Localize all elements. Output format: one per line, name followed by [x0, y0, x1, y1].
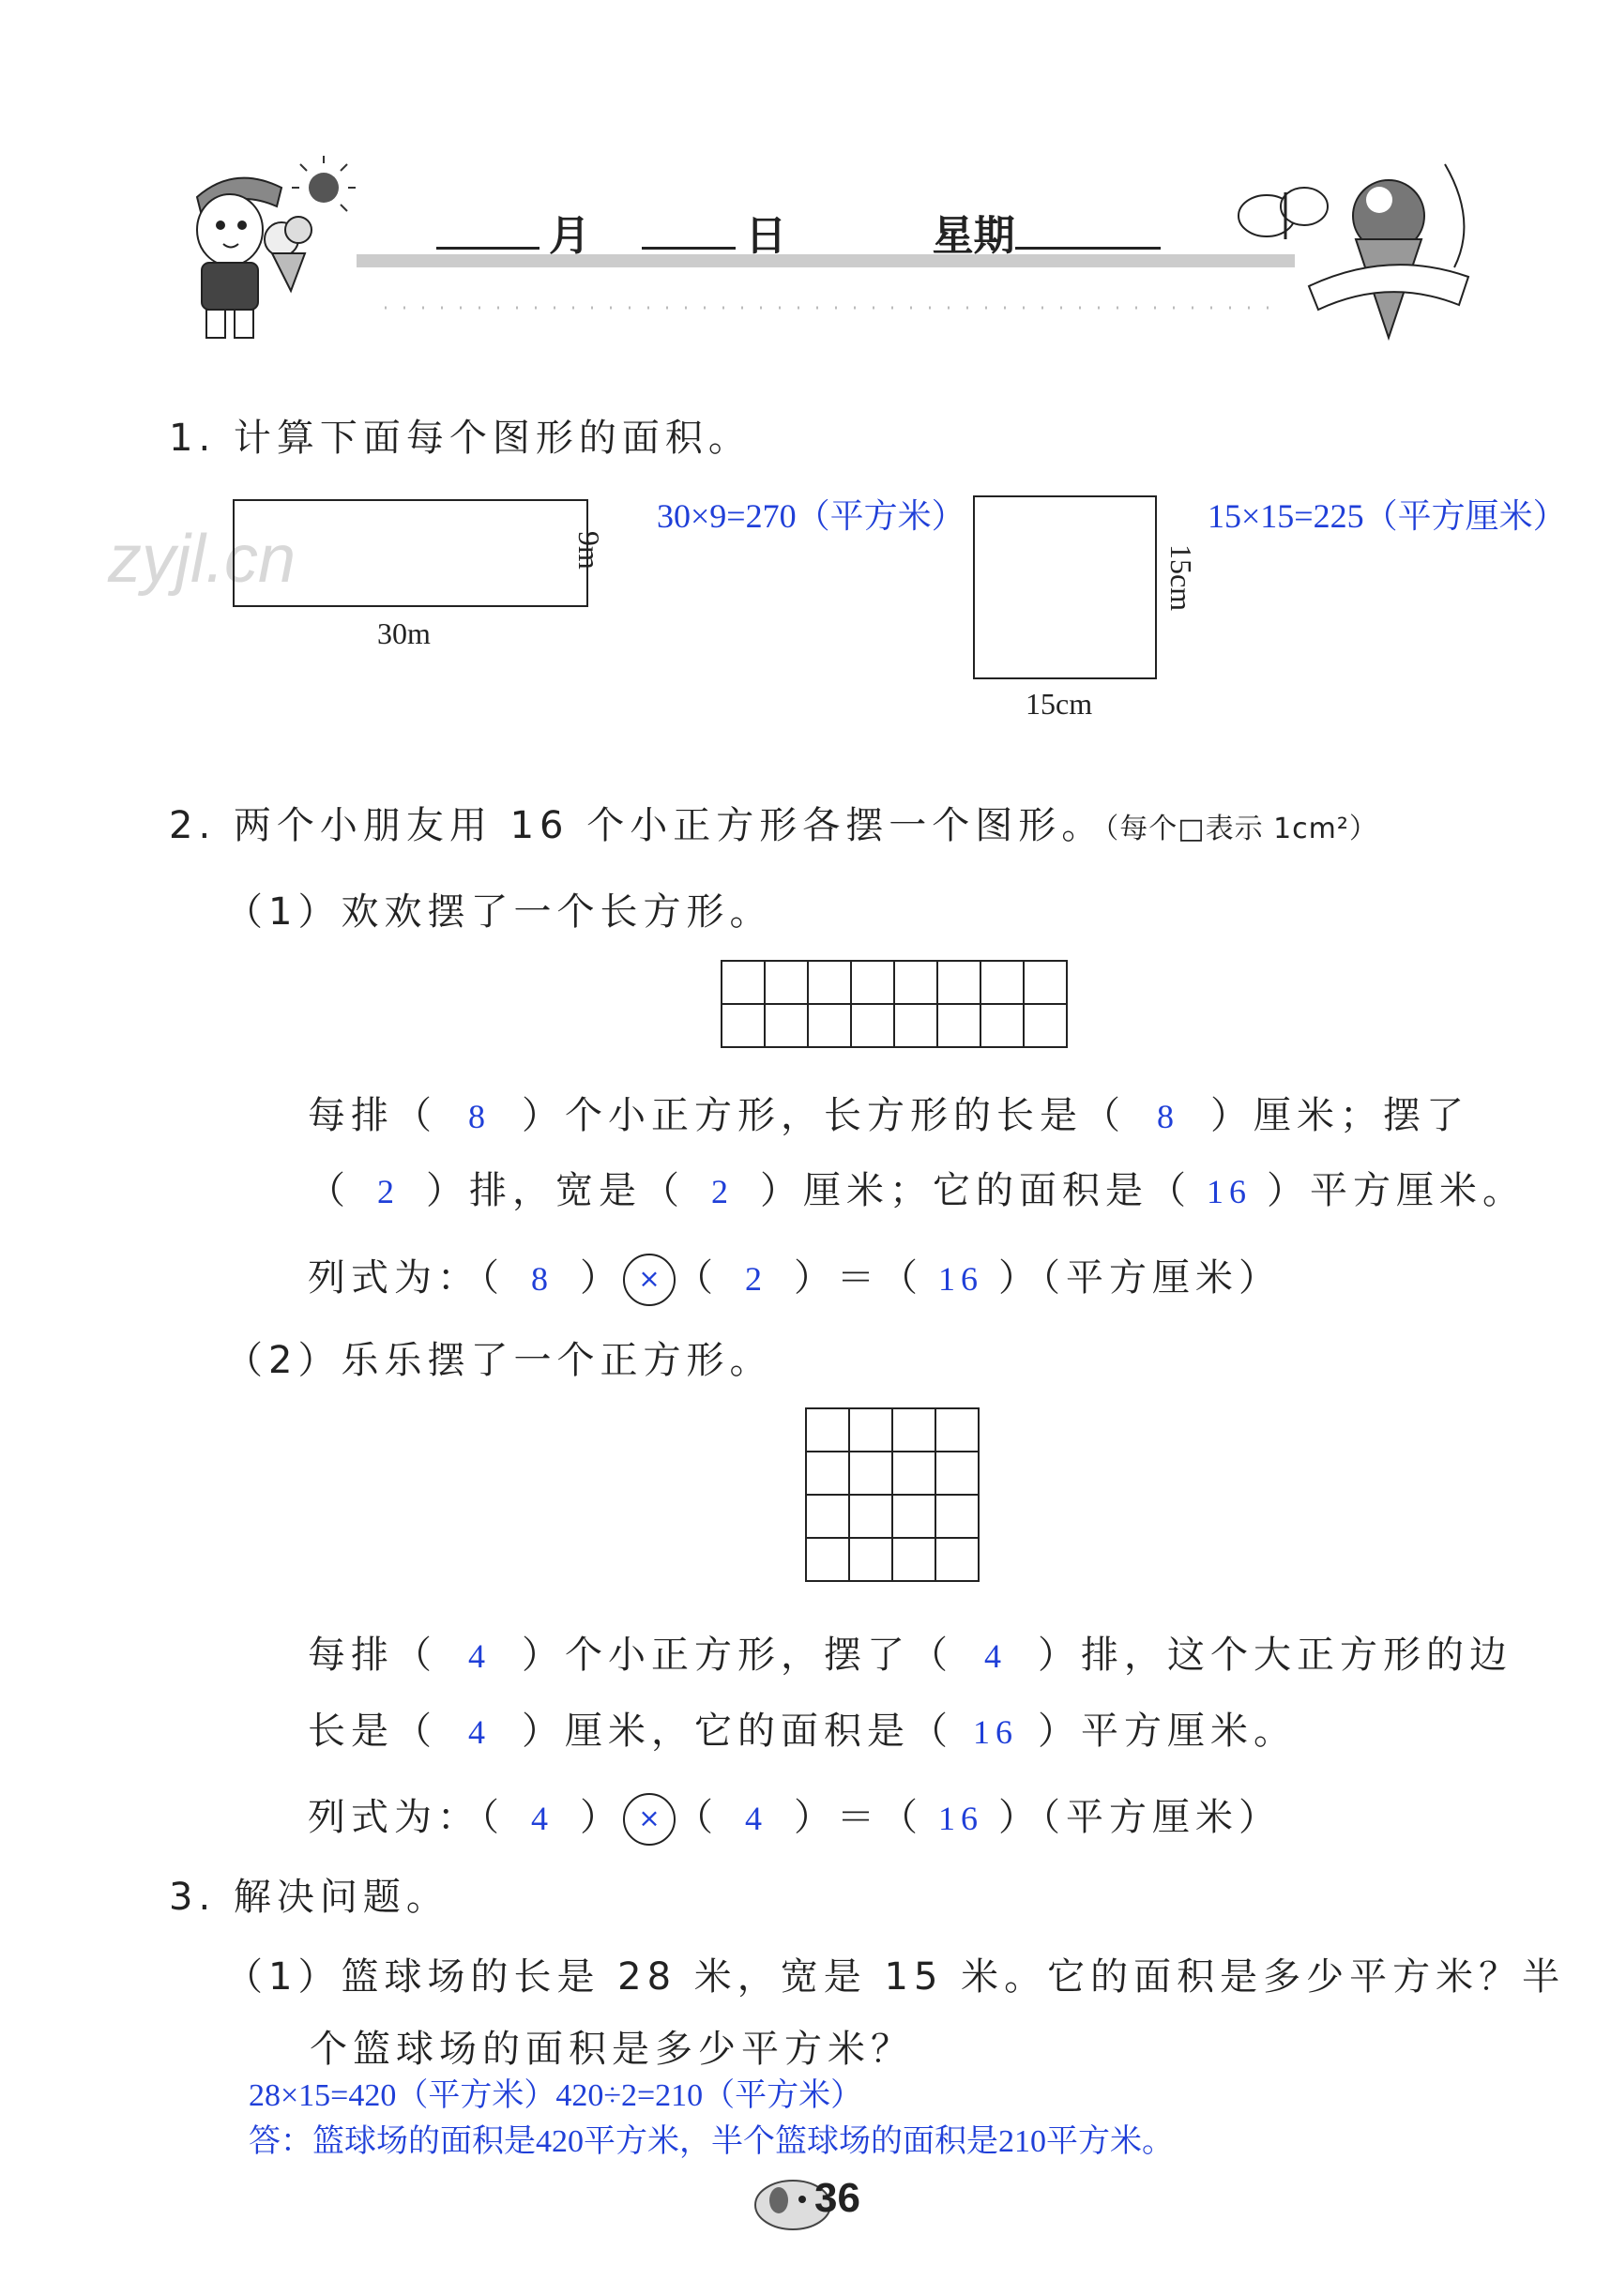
grid-cell	[935, 1408, 979, 1452]
grid-cell	[849, 1408, 892, 1452]
grid-cell	[806, 1495, 849, 1538]
rect-height-label: 9m	[572, 531, 606, 570]
square-figure	[973, 495, 1157, 679]
butterfly-ice-cream-illustration	[1229, 164, 1473, 342]
grid-cell	[892, 1452, 935, 1495]
rectangle-figure	[233, 499, 588, 607]
q2-p2-heading: （2）乐乐摆了一个正方形。	[225, 1339, 773, 1382]
q2-p1-formula: 列式为：（ 8 ） × （ 2 ）＝（ 16 ）（平方厘米）	[308, 1248, 1282, 1306]
q3-p1-line2: 个篮球场的面积是多少平方米？	[310, 2028, 914, 2071]
weekday-label: 星期	[932, 212, 1015, 260]
grid-cell	[849, 1495, 892, 1538]
grid-cell	[765, 1004, 808, 1047]
ans-width[interactable]: 2	[711, 1173, 734, 1210]
ans-p2-per-row[interactable]: 4	[468, 1637, 491, 1675]
grid-cell	[849, 1538, 892, 1581]
q1-title: 1. 计算下面每个图形的面积。	[169, 417, 752, 460]
month-blank[interactable]	[436, 237, 540, 250]
day-blank[interactable]	[642, 237, 736, 250]
q2-p1-line2: （ 2 ）排，宽是（ 2 ）厘米；它的面积是（ 16 ）平方厘米。	[308, 1169, 1526, 1212]
grid-cell	[937, 961, 980, 1004]
grid-cell	[892, 1538, 935, 1581]
grid-cell	[980, 961, 1024, 1004]
grid-cell	[722, 961, 765, 1004]
weekday-blank[interactable]	[1015, 237, 1161, 250]
p2-formula-op-circle[interactable]: ×	[623, 1793, 676, 1846]
grid-cell	[935, 1538, 979, 1581]
ans-p2-area[interactable]: 16	[973, 1713, 1018, 1751]
page-number: 36	[814, 2175, 860, 2221]
q2-p1-heading: （1）欢欢摆了一个长方形。	[225, 890, 773, 934]
grid-cell	[851, 961, 894, 1004]
grid-cell	[894, 1004, 937, 1047]
q2-title	[169, 796, 1378, 849]
q2-p1-line1: 每排（ 8 ）个小正方形，长方形的长是（ 8 ）厘米；摆了	[308, 1094, 1469, 1137]
child-with-ice-cream-illustration	[178, 160, 385, 347]
ans-p2-side[interactable]: 4	[468, 1713, 491, 1751]
p2-formula-a[interactable]: 4	[531, 1800, 554, 1837]
p2-formula-b[interactable]: 4	[745, 1800, 768, 1837]
ans-area[interactable]: 16	[1207, 1173, 1252, 1210]
square-area-answer: 15×15=225（平方厘米）	[1208, 497, 1567, 535]
grid-cell	[806, 1538, 849, 1581]
q2-p2-line1: 每排（ 4 ）个小正方形，摆了（ 4 ）排，这个大正方形的边	[308, 1634, 1512, 1677]
grid-cell	[851, 1004, 894, 1047]
q3-answer: 答：篮球场的面积是420平方米，半个篮球场的面积是210平方米。	[249, 2124, 1174, 2159]
grid-cell	[980, 1004, 1024, 1047]
watermark: zyjl.cn	[108, 522, 296, 597]
q2-p2-line2: 长是（ 4 ）厘米，它的面积是（ 16 ）平方厘米。	[308, 1710, 1297, 1753]
q3-calc: 28×15=420（平方米）420÷2=210（平方米）	[249, 2078, 863, 2113]
q3-title: 3. 解决问题。	[169, 1876, 449, 1919]
grid-cell	[849, 1452, 892, 1495]
rect-area-answer: 30×9=270（平方米）	[657, 497, 965, 535]
square-width-label: 15cm	[1026, 687, 1093, 721]
formula-c[interactable]: 16	[938, 1260, 983, 1298]
q2-title-text: 2. 两个小朋友用 16 个小正方形各摆一个图形。	[169, 804, 1105, 847]
month-label: 月	[549, 212, 590, 260]
date-header	[436, 202, 1161, 262]
ans-per-row[interactable]: 8	[468, 1098, 491, 1135]
grid-cell	[765, 961, 808, 1004]
grid-cell	[1024, 961, 1067, 1004]
grid-cell	[894, 961, 937, 1004]
q3-p1-line1: （1）篮球场的长是 28 米，宽是 15 米。它的面积是多少平方米？半	[225, 1955, 1566, 1999]
square-height-label: 15cm	[1164, 544, 1198, 612]
grid-cell	[892, 1408, 935, 1452]
square-grid-4x4	[805, 1407, 980, 1582]
ans-p2-rows[interactable]: 4	[984, 1637, 1007, 1675]
grid-cell	[935, 1452, 979, 1495]
grid-cell	[722, 1004, 765, 1047]
formula-op-circle[interactable]: ×	[623, 1254, 676, 1306]
q2-note: （每个□表示 1cm²）	[1104, 813, 1378, 845]
p2-formula-c[interactable]: 16	[938, 1800, 983, 1837]
grid-cell	[1024, 1004, 1067, 1047]
rect-width-label: 30m	[377, 616, 431, 650]
rectangle-grid-8x2	[721, 960, 1068, 1048]
grid-cell	[937, 1004, 980, 1047]
q2-p2-formula: 列式为：（ 4 ） × （ 4 ）＝（ 16 ）（平方厘米）	[308, 1787, 1282, 1846]
ans-length[interactable]: 8	[1157, 1098, 1179, 1135]
grid-cell	[808, 961, 851, 1004]
grid-cell	[806, 1452, 849, 1495]
grid-cell	[806, 1408, 849, 1452]
grid-cell	[935, 1495, 979, 1538]
grid-cell	[808, 1004, 851, 1047]
formula-b[interactable]: 2	[745, 1260, 768, 1298]
formula-a[interactable]: 8	[531, 1260, 554, 1298]
day-label: 日	[745, 212, 787, 260]
grid-cell	[892, 1495, 935, 1538]
ans-rows[interactable]: 2	[377, 1173, 400, 1210]
